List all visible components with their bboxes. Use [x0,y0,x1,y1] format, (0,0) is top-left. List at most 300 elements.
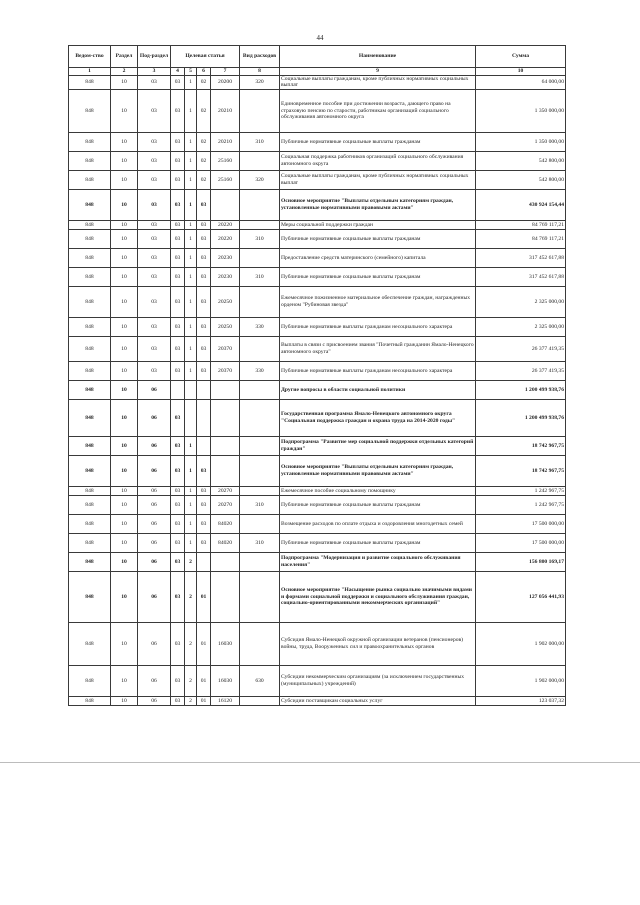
expense-type-cell [240,336,280,361]
column-number: 9 [280,68,476,76]
direction-cell: 20220 [211,229,240,248]
amount-cell: 1 902 000,00 [476,622,566,665]
program-cell: 03 [171,361,185,380]
dept-cell: 848 [69,76,111,90]
amount-cell: 1 350 000,00 [476,132,566,151]
program-cell: 03 [171,622,185,665]
section-cell: 10 [111,89,138,132]
subprogram-cell: 2 [185,571,197,622]
program-cell: 03 [171,336,185,361]
dept-cell: 848 [69,571,111,622]
program-cell: 03 [171,76,185,90]
subprogram-cell: 1 [185,267,197,286]
dept-cell: 848 [69,380,111,399]
subprogram-cell: 1 [185,495,197,514]
column-number: 10 [476,68,566,76]
header-row [69,46,566,68]
expense-type-cell [240,151,280,170]
dept-cell: 848 [69,267,111,286]
direction-cell: 20210 [211,132,240,151]
direction-cell: 16030 [211,665,240,696]
table-row [69,267,566,286]
amount-cell: 123 037,32 [476,696,566,705]
event-cell: 01 [197,622,211,665]
direction-cell: 84020 [211,533,240,552]
amount-cell: 542 800,00 [476,170,566,189]
column-number: 7 [211,68,240,76]
subsection-cell: 03 [138,170,171,189]
program-cell [171,380,185,399]
expense-type-cell [240,622,280,665]
direction-cell [211,189,240,220]
table-row [69,571,566,622]
name-cell: Единовременное пособие при достижении возраста, дающего право на страховую пенсию по старости, работникам организаций социального обслуживания автономного округа [280,89,476,132]
program-cell: 03 [171,533,185,552]
subprogram-cell: 1 [185,436,197,455]
subsection-cell: 06 [138,696,171,705]
amount-cell: 2 325 000,00 [476,317,566,336]
event-cell [197,399,211,436]
subprogram-cell: 1 [185,76,197,90]
program-cell: 03 [171,665,185,696]
dept-cell: 848 [69,533,111,552]
name-cell: Публичные нормативные социальные выплаты гражданам [280,533,476,552]
direction-cell: 25160 [211,170,240,189]
subprogram-cell [185,380,197,399]
section-cell: 10 [111,455,138,486]
section-cell: 10 [111,132,138,151]
expense-type-cell: 310 [240,533,280,552]
subprogram-cell: 1 [185,514,197,533]
table-row [69,455,566,486]
program-cell: 03 [171,151,185,170]
expense-type-cell: 310 [240,495,280,514]
table-row [69,132,566,151]
event-cell: 03 [197,267,211,286]
expense-type-cell: 330 [240,317,280,336]
event-cell: 03 [197,361,211,380]
event-cell: 03 [197,248,211,267]
expense-type-cell [240,696,280,705]
direction-cell: 20250 [211,317,240,336]
dept-cell: 848 [69,622,111,665]
dept-cell: 848 [69,665,111,696]
subsection-cell: 06 [138,436,171,455]
section-cell: 10 [111,361,138,380]
name-cell: Основное мероприятие "Выплаты отдельным категориям граждан, установленные нормативными правовыми актами" [280,189,476,220]
section-cell: 10 [111,665,138,696]
name-cell: Другие вопросы в области социальной политики [280,380,476,399]
column-number: 4 [171,68,185,76]
expense-type-cell: 330 [240,361,280,380]
column-number: 1 [69,68,111,76]
subsection-cell: 03 [138,286,171,317]
subsection-cell: 06 [138,514,171,533]
subprogram-cell: 1 [185,89,197,132]
direction-cell: 20250 [211,286,240,317]
program-cell: 03 [171,170,185,189]
header-name: Наименование [280,46,476,68]
table-row [69,380,566,399]
amount-cell: 1 242 967,75 [476,486,566,495]
amount-cell: 1 200 499 938,76 [476,399,566,436]
page-number: 44 [316,34,324,42]
subsection-cell: 03 [138,189,171,220]
header-subsection: Под-раздел [138,46,171,68]
direction-cell: 16120 [211,696,240,705]
column-number-row [69,68,566,76]
event-cell: 03 [197,189,211,220]
event-cell: 03 [197,495,211,514]
direction-cell [211,380,240,399]
section-cell: 10 [111,380,138,399]
event-cell: 03 [197,229,211,248]
direction-cell [211,455,240,486]
dept-cell: 848 [69,436,111,455]
program-cell: 03 [171,436,185,455]
amount-cell: 18 742 967,75 [476,436,566,455]
subprogram-cell: 1 [185,317,197,336]
direction-cell [211,552,240,571]
direction-cell: 20270 [211,486,240,495]
expense-type-cell: 630 [240,665,280,696]
name-cell: Государственная программа Ямало-Ненецкого автономного округа "Социальная поддержка граждан и охрана труда на 2014-2020 годы" [280,399,476,436]
direction-cell: 20230 [211,248,240,267]
amount-cell: 317 452 617,88 [476,248,566,267]
subprogram-cell: 1 [185,486,197,495]
dept-cell: 848 [69,189,111,220]
program-cell: 03 [171,189,185,220]
amount-cell: 26 377 419,35 [476,336,566,361]
section-cell: 10 [111,552,138,571]
section-cell: 10 [111,533,138,552]
header-target: Целевая статья [171,46,240,68]
name-cell: Возмещение расходов по оплате отдыха и оздоровления многодетных семей [280,514,476,533]
amount-cell: 84 769 117,21 [476,229,566,248]
program-cell: 03 [171,552,185,571]
expense-type-cell [240,248,280,267]
dept-cell: 848 [69,455,111,486]
event-cell: 01 [197,665,211,696]
section-cell: 10 [111,696,138,705]
expense-type-cell [240,455,280,486]
program-cell: 03 [171,229,185,248]
expense-type-cell [240,399,280,436]
direction-cell: 84020 [211,514,240,533]
dept-cell: 848 [69,220,111,229]
name-cell: Субсидии некоммерческим организациям (за исключением государственных (муниципальных) учреждений) [280,665,476,696]
section-cell: 10 [111,317,138,336]
section-cell: 10 [111,170,138,189]
subprogram-cell: 1 [185,229,197,248]
program-cell: 03 [171,514,185,533]
subprogram-cell: 2 [185,696,197,705]
subsection-cell: 03 [138,151,171,170]
subprogram-cell: 1 [185,132,197,151]
event-cell: 01 [197,571,211,622]
amount-cell: 542 800,00 [476,151,566,170]
program-cell: 03 [171,399,185,436]
subsection-cell: 03 [138,267,171,286]
subsection-cell: 03 [138,76,171,90]
table-row [69,151,566,170]
expense-type-cell: 310 [240,229,280,248]
budget-table [68,45,566,706]
table-row [69,399,566,436]
section-cell: 10 [111,286,138,317]
expense-type-cell: 310 [240,132,280,151]
dept-cell: 848 [69,89,111,132]
expense-type-cell [240,89,280,132]
program-cell: 03 [171,455,185,486]
name-cell: Публичные нормативные выплаты гражданам несоциального характера [280,361,476,380]
header-expense-type: Вид расходов [240,46,280,68]
program-cell: 03 [171,132,185,151]
table-body [69,76,566,706]
amount-cell: 1 902 000,00 [476,665,566,696]
direction-cell [211,399,240,436]
event-cell: 03 [197,455,211,486]
subsection-cell: 03 [138,248,171,267]
table-row [69,533,566,552]
dept-cell: 848 [69,361,111,380]
name-cell: Подпрограмма "Модернизация и развитие социального обслуживания населения" [280,552,476,571]
amount-cell: 64 000,00 [476,76,566,90]
subprogram-cell: 1 [185,248,197,267]
table-row [69,286,566,317]
section-cell: 10 [111,248,138,267]
program-cell: 03 [171,495,185,514]
table-row [69,76,566,90]
section-cell: 10 [111,267,138,286]
name-cell: Публичные нормативные социальные выплаты гражданам [280,267,476,286]
name-cell: Публичные нормативные социальные выплаты гражданам [280,229,476,248]
subsection-cell: 03 [138,220,171,229]
dept-cell: 848 [69,317,111,336]
subprogram-cell [185,399,197,436]
table-row [69,696,566,705]
section-cell: 10 [111,151,138,170]
name-cell: Социальные выплаты гражданам, кроме публичных нормативных социальных выплат [280,170,476,189]
direction-cell: 20220 [211,220,240,229]
header-dept: Ведом-ство [69,46,111,68]
name-cell: Ежемесячное пожизненное материальное обеспечение граждан, награжденных орденом "Рубиновая звезда" [280,286,476,317]
name-cell: Субсидии поставщикам социальных услуг [280,696,476,705]
dept-cell: 848 [69,248,111,267]
amount-cell: 2 325 000,00 [476,286,566,317]
subprogram-cell: 2 [185,622,197,665]
subprogram-cell: 1 [185,361,197,380]
event-cell: 03 [197,220,211,229]
event-cell: 02 [197,170,211,189]
direction-cell [211,436,240,455]
expense-type-cell [240,286,280,317]
subsection-cell: 03 [138,317,171,336]
program-cell: 03 [171,220,185,229]
program-cell: 03 [171,286,185,317]
program-cell: 03 [171,89,185,132]
event-cell: 01 [197,696,211,705]
section-cell: 10 [111,514,138,533]
event-cell [197,380,211,399]
scan-bottom-edge [0,762,640,763]
expense-type-cell [240,220,280,229]
event-cell: 02 [197,132,211,151]
subsection-cell: 06 [138,455,171,486]
expense-type-cell [240,571,280,622]
event-cell: 02 [197,151,211,170]
subsection-cell: 06 [138,495,171,514]
subsection-cell: 06 [138,533,171,552]
event-cell: 02 [197,76,211,90]
table-row [69,220,566,229]
dept-cell: 848 [69,151,111,170]
header-amount: Сумма [476,46,566,68]
section-cell: 10 [111,76,138,90]
program-cell: 03 [171,571,185,622]
event-cell: 03 [197,514,211,533]
subprogram-cell: 1 [185,189,197,220]
table-row [69,622,566,665]
column-number: 2 [111,68,138,76]
amount-cell: 127 056 441,93 [476,571,566,622]
subprogram-cell: 1 [185,170,197,189]
direction-cell: 20370 [211,361,240,380]
table-row [69,229,566,248]
direction-cell: 25160 [211,151,240,170]
amount-cell: 26 377 419,35 [476,361,566,380]
name-cell: Меры социальной поддержки граждан [280,220,476,229]
event-cell: 02 [197,89,211,132]
name-cell: Предоставление средств материнского (семейного) капитала [280,248,476,267]
amount-cell: 18 742 967,75 [476,455,566,486]
direction-cell: 20370 [211,336,240,361]
dept-cell: 848 [69,336,111,361]
subprogram-cell: 1 [185,220,197,229]
section-cell: 10 [111,486,138,495]
column-number: 6 [197,68,211,76]
subprogram-cell: 2 [185,665,197,696]
table-row [69,486,566,495]
table-row [69,317,566,336]
subsection-cell: 06 [138,665,171,696]
expense-type-cell [240,514,280,533]
subprogram-cell: 2 [185,552,197,571]
name-cell: Социальная поддержка работников организаций социального обслуживания автономного округа [280,151,476,170]
direction-cell: 20270 [211,495,240,514]
subsection-cell: 06 [138,571,171,622]
amount-cell: 84 769 117,21 [476,220,566,229]
direction-cell [211,571,240,622]
expense-type-cell: 310 [240,267,280,286]
expense-type-cell: 320 [240,170,280,189]
amount-cell: 1 200 499 938,76 [476,380,566,399]
table-row [69,361,566,380]
name-cell: Субсидия Ямало-Ненецкой окружной организации ветеранов (пенсионеров) войны, труда, Вооруженных сил и правоохранительных органов [280,622,476,665]
section-cell: 10 [111,436,138,455]
subsection-cell: 06 [138,486,171,495]
event-cell: 03 [197,286,211,317]
name-cell: Публичные нормативные социальные выплаты гражданам [280,495,476,514]
section-cell: 10 [111,571,138,622]
event-cell: 03 [197,336,211,361]
direction-cell: 20230 [211,267,240,286]
dept-cell: 848 [69,399,111,436]
section-cell: 10 [111,220,138,229]
name-cell: Основное мероприятие "Выплаты отдельным категориям граждан, установленные нормативными правовыми актами" [280,455,476,486]
dept-cell: 848 [69,286,111,317]
section-cell: 10 [111,189,138,220]
subsection-cell: 03 [138,229,171,248]
direction-cell: 16030 [211,622,240,665]
dept-cell: 848 [69,552,111,571]
event-cell: 03 [197,533,211,552]
table-row [69,336,566,361]
section-cell: 10 [111,495,138,514]
expense-type-cell [240,436,280,455]
amount-cell: 17 500 000,00 [476,533,566,552]
subsection-cell: 03 [138,89,171,132]
program-cell: 03 [171,267,185,286]
event-cell: 03 [197,317,211,336]
name-cell: Выплаты в связи с присвоением звания "Почетный гражданин Ямало-Ненецкого автономного округа" [280,336,476,361]
dept-cell: 848 [69,495,111,514]
expense-type-cell [240,189,280,220]
dept-cell: 848 [69,696,111,705]
section-cell: 10 [111,336,138,361]
dept-cell: 848 [69,486,111,495]
subsection-cell: 06 [138,380,171,399]
subsection-cell: 06 [138,399,171,436]
program-cell: 03 [171,317,185,336]
name-cell: Социальные выплаты гражданам, кроме публичных нормативных социальных выплат [280,76,476,90]
section-cell: 10 [111,622,138,665]
direction-cell: 20210 [211,89,240,132]
table-row [69,189,566,220]
table-row [69,665,566,696]
subsection-cell: 03 [138,361,171,380]
table-row [69,436,566,455]
name-cell: Публичные нормативные выплаты гражданам несоциального характера [280,317,476,336]
name-cell: Подпрограмма "Развитие мер социальной поддержки отдельных категорий граждан" [280,436,476,455]
dept-cell: 848 [69,132,111,151]
event-cell: 03 [197,486,211,495]
subsection-cell: 06 [138,552,171,571]
table-row [69,248,566,267]
program-cell: 03 [171,486,185,495]
expense-type-cell [240,486,280,495]
table-row [69,552,566,571]
expense-type-cell [240,552,280,571]
column-number: 8 [240,68,280,76]
subprogram-cell: 1 [185,286,197,317]
section-cell: 10 [111,229,138,248]
amount-cell: 1 242 967,75 [476,495,566,514]
column-number: 3 [138,68,171,76]
subprogram-cell: 1 [185,455,197,486]
table-row [69,89,566,132]
amount-cell: 156 800 169,17 [476,552,566,571]
dept-cell: 848 [69,170,111,189]
direction-cell: 20200 [211,76,240,90]
program-cell: 03 [171,248,185,267]
table-row [69,170,566,189]
expense-type-cell [240,380,280,399]
amount-cell: 17 500 000,00 [476,514,566,533]
table-row [69,514,566,533]
subsection-cell: 03 [138,336,171,361]
expense-type-cell: 320 [240,76,280,90]
